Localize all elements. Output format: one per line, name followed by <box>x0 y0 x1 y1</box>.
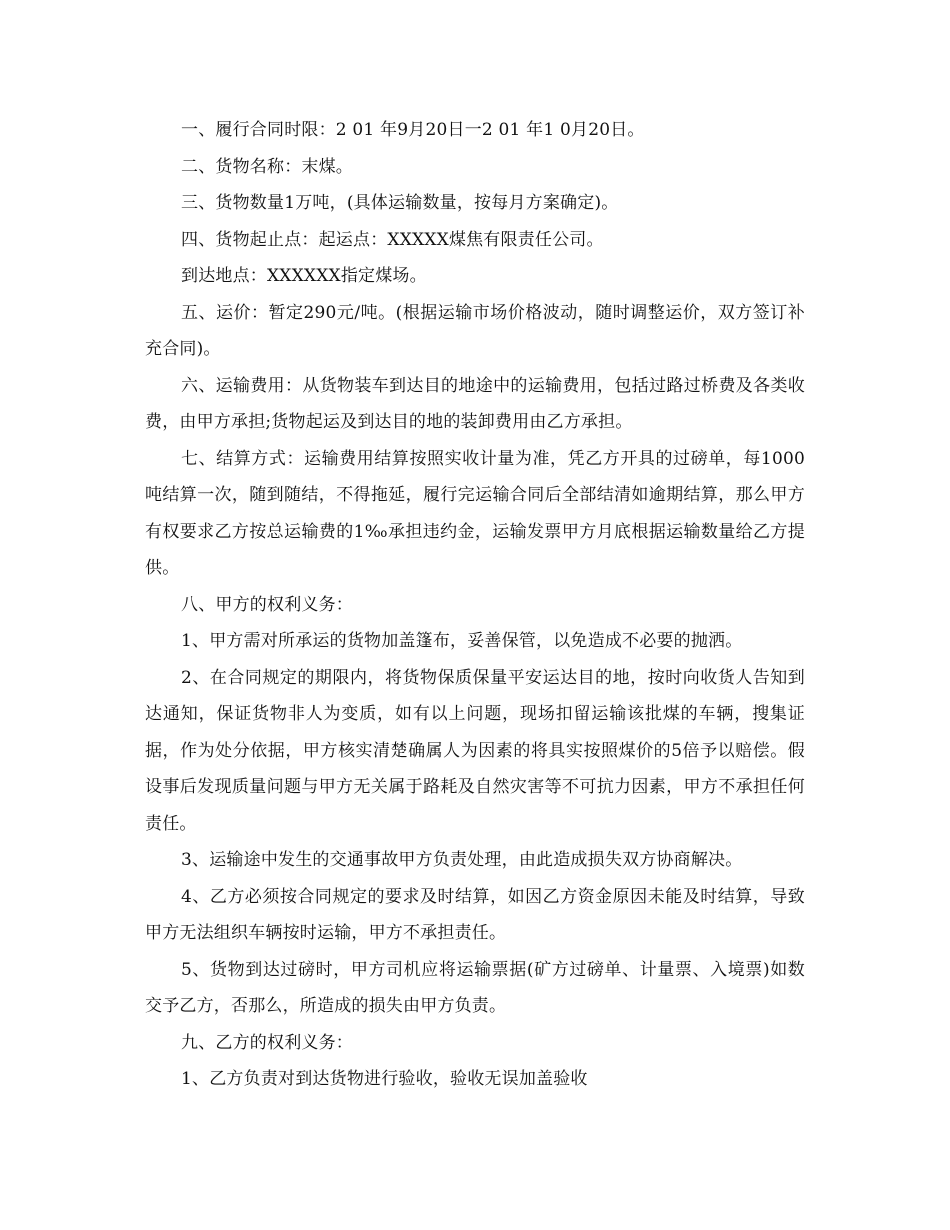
clause-4-destination: 到达地点：XXXXXX指定煤场。 <box>181 266 427 286</box>
clause-9-item-1: 1、乙方负责对到达货物进行验收，验收无误加盖验收 <box>181 1069 588 1089</box>
clause-9-heading: 九、乙方的权利义务： <box>181 1032 353 1053</box>
clause-8-item-4: 4、乙方必须按合同规定的要求及时结算，如因乙方资金原因未能及时结算，导致甲方无法组织车辆按时运输，甲方不承担责任。 <box>145 886 805 943</box>
clause-8-item-3: 3、运输途中发生的交通事故甲方负责处理，由此造成损失双方协商解决。 <box>181 850 743 870</box>
document-body <box>145 112 805 1098</box>
clause-8-item-1: 1、甲方需对所承运的货物加盖篷布，妥善保管，以免造成不必要的抛洒。 <box>181 631 743 651</box>
clause-6-transport-cost: 六、运输费用：从货物装车到达目的地途中的运输费用，包括过路过桥费及各类收费，由甲方承担;货物起运及到达目的地的装卸费用由乙方承担。 <box>145 375 805 432</box>
clause-5-freight-rate: 五、运价：暂定290元/吨。(根据运输市场价格波动，随时调整运价，双方签订补充合同)。 <box>145 302 805 359</box>
clause-7-settlement: 七、结算方式：运输费用结算按照实收计量为准，凭乙方开具的过磅单，每1000吨结算一次，随到随结，不得拖延，履行完运输合同后全部结清如逾期结算，那么甲方有权要求乙方按总运输费的1‰承担违约金，运输发票甲方月底根据运输数量给乙方提供。 <box>145 448 805 578</box>
clause-2-goods-name: 二、货物名称：末煤。 <box>181 156 353 177</box>
clause-8-heading: 八、甲方的权利义务： <box>181 594 353 615</box>
clause-3-goods-quantity: 三、货物数量1万吨，(具体运输数量，按每月方案确定)。 <box>181 193 619 213</box>
clause-8-item-5: 5、货物到达过磅时，甲方司机应将运输票据(矿方过磅单、计量票、入境票)如数交予乙方，否那么，所造成的损失由甲方负责。 <box>145 959 805 1016</box>
clause-8-item-2: 2、在合同规定的期限内，将货物保质保量平安运达目的地，按时向收货人告知到达通知，保证货物非人为变质，如有以上问题，现场扣留运输该批煤的车辆，搜集证据，作为处分依据，甲方核实清楚确属人为因素的将具实按照煤价的5倍予以赔偿。假设事后发现质量问题与甲方无关属于路耗及自然灾害等不可抗力因素，甲方不承担任何责任。 <box>145 667 805 834</box>
clause-1-term: 一、履行合同时限：2 01 年9月20日一2 01 年1 0月20日。 <box>181 120 645 140</box>
clause-4-origin: 四、货物起止点：起运点：XXXXX煤焦有限责任公司。 <box>181 229 604 250</box>
